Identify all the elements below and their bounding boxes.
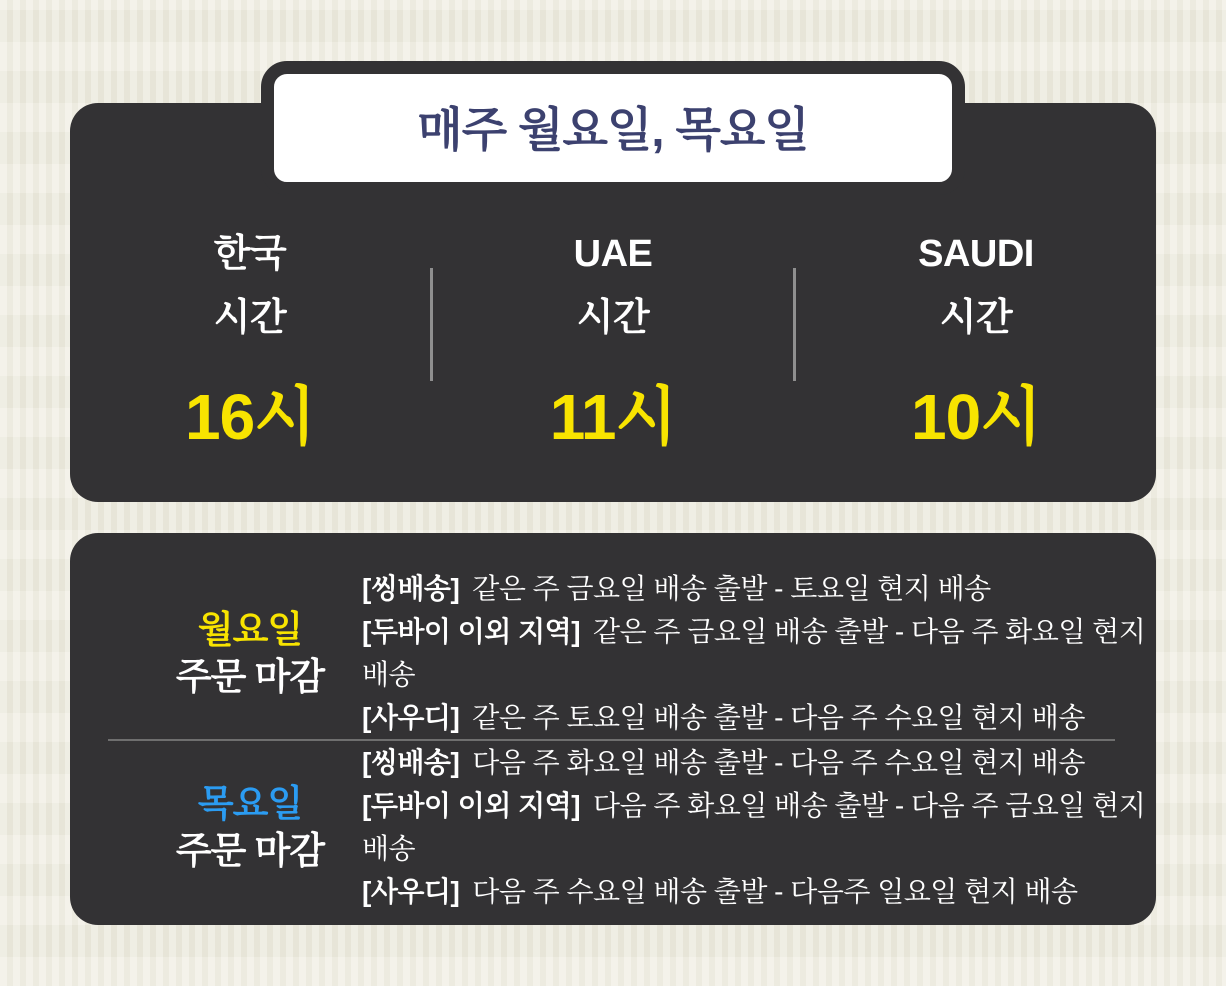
timezone-label (433, 222, 793, 350)
schedule-row (362, 784, 1156, 870)
timezone-column-uae (433, 222, 793, 458)
day-name: 목요일 (197, 783, 303, 824)
timezone-row (70, 222, 1156, 458)
schedule-rows-thursday (362, 741, 1156, 913)
schedule-row (362, 741, 1156, 784)
timezone-time: 16시 (184, 381, 315, 453)
route-tag: [씽배송] (362, 747, 460, 778)
schedule-panel (70, 533, 1156, 925)
header-banner (261, 61, 965, 195)
route-text: 다음 주 화요일 배송 출발 - 다음 주 금요일 현지 배송 (362, 790, 1146, 864)
route-text: 다음 주 화요일 배송 출발 - 다음 주 수요일 현지 배송 (472, 747, 1085, 778)
timezone-unit: 시간 (939, 297, 1013, 339)
schedule-row (362, 567, 1156, 610)
timezone-region: UAE (573, 233, 653, 275)
day-subtitle: 주문 마감 (175, 830, 325, 871)
route-text: 같은 주 금요일 배송 출발 - 다음 주 화요일 현지 배송 (362, 616, 1146, 690)
timezone-unit: 시간 (576, 297, 650, 339)
timezone-region: 한국 (213, 233, 287, 275)
timezone-region: SAUDI (918, 233, 1034, 275)
route-tag: [씽배송] (362, 573, 460, 604)
schedule-row (362, 610, 1156, 696)
schedule-row (362, 696, 1156, 739)
route-text: 다음 주 수요일 배송 출발 - 다음주 일요일 현지 배송 (472, 876, 1078, 907)
schedule-row (362, 870, 1156, 913)
timezone-label (796, 222, 1156, 350)
timezone-time: 11시 (549, 381, 677, 453)
timezone-column-saudi (796, 222, 1156, 458)
route-tag: [사우디] (362, 876, 460, 907)
deadline-label-thursday (155, 780, 345, 874)
route-text: 같은 주 금요일 배송 출발 - 토요일 현지 배송 (472, 573, 991, 604)
deadline-label-monday (155, 606, 345, 700)
route-tag: [두바이 이외 지역] (362, 790, 581, 821)
schedule-section-monday (70, 567, 1156, 739)
route-text: 같은 주 토요일 배송 출발 - 다음 주 수요일 현지 배송 (472, 702, 1085, 733)
timezone-label (70, 222, 430, 350)
timezone-column-korea (70, 222, 430, 458)
schedule-section-thursday (70, 741, 1156, 913)
route-tag: [사우디] (362, 702, 460, 733)
header-banner-label: 매주 월요일, 목요일 (417, 103, 809, 156)
day-subtitle: 주문 마감 (175, 656, 325, 697)
day-name: 월요일 (197, 609, 303, 650)
route-tag: [두바이 이외 지역] (362, 616, 581, 647)
timezone-time: 10시 (910, 381, 1041, 453)
timezone-unit: 시간 (213, 297, 287, 339)
schedule-rows-monday (362, 567, 1156, 739)
